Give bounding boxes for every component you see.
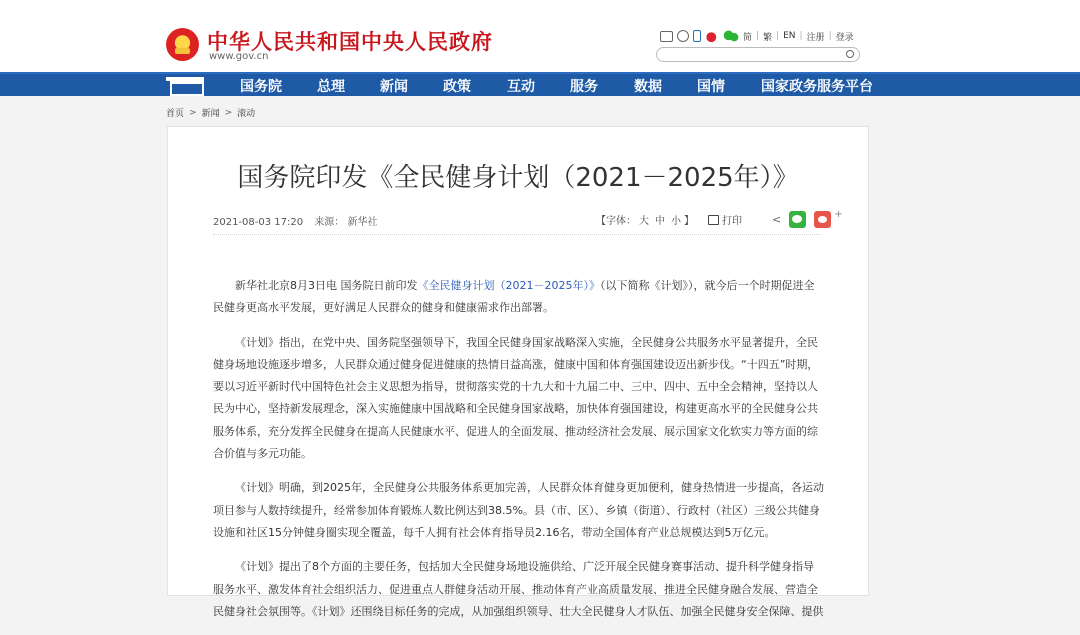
breadcrumb-scroll[interactable]: 滚动 [237, 109, 256, 119]
site-title[interactable]: 中华人民共和国中央人民政府 [207, 30, 493, 54]
nav-item-data[interactable]: 数据 [634, 79, 662, 95]
site-url: www.gov.cn [209, 51, 269, 62]
print-button[interactable]: 打印 [722, 216, 742, 227]
rss-icon[interactable] [677, 30, 689, 42]
nav-item-state-council[interactable]: 国务院 [240, 79, 282, 95]
link-traditional[interactable]: 繁 [763, 32, 773, 43]
chevron-right-icon: > [224, 107, 233, 118]
mail-icon[interactable] [660, 31, 673, 42]
paragraph: 《计划》明确，到2025年，全民健身公共服务体系更加完善，人民群众体育健身更加便利，健身热情进一步提高，各运动项目参与人数持续提升，经常参加体育锻炼人数比例达到38.5%。县（市、区）、乡镇（街道）、行政村（社区）三级公共健身设施和社区15分钟健身圈实现全覆盖，每千人拥有社会体育指导员2.16名，带动全国体育产业总规模达到5万亿元。 [213, 481, 824, 539]
link-english[interactable]: EN [783, 31, 796, 41]
article-tools [596, 211, 843, 228]
separator: | [828, 31, 832, 41]
home-icon[interactable] [166, 75, 206, 95]
wechat-share-icon[interactable] [789, 211, 806, 228]
paragraph [213, 275, 824, 320]
article-datetime: 2021-08-03 17:20 [213, 217, 304, 228]
breadcrumb-home[interactable]: 首页 [166, 109, 185, 119]
plan-link[interactable]: 《全民健身计划（2021－2025年）》 [417, 279, 600, 292]
font-size-large[interactable]: 大 [639, 216, 649, 227]
divider [213, 234, 821, 235]
article-title: 国务院印发《全民健身计划（2021－2025年）》 [237, 163, 799, 193]
nav-item-premier[interactable]: 总理 [317, 79, 345, 95]
article-body [213, 275, 824, 635]
font-size-close: 】 [684, 216, 694, 227]
separator: | [756, 31, 760, 41]
font-size-label: 【字体： [596, 216, 636, 227]
link-simplified[interactable]: 简 [743, 32, 753, 43]
breadcrumb [166, 106, 255, 119]
main-nav [0, 72, 1080, 96]
paragraph: 《计划》提出了8个方面的主要任务，包括加大全民健身场地设施供给、广泛开展全民健身赛事活动、提升科学健身指导服务水平、激发体育社会组织活力、促进重点人群健身活动开展、推动体育产业高质量发展、推进全民健身融合发展、营造全民健身社会氛围等。《计划》还围绕目标任务的完成，从加强组织领导、壮大全民健身人才队伍、加强全民健身安全保障、提供 [213, 560, 824, 618]
weibo-share-icon[interactable] [814, 211, 831, 228]
wechat-icon[interactable] [723, 30, 739, 42]
print-icon[interactable] [708, 215, 719, 225]
nav-item-service-platform[interactable]: 国家政务服务平台 [761, 79, 873, 95]
nav-item-national-conditions[interactable]: 国情 [697, 79, 725, 95]
search-icon[interactable] [846, 50, 854, 58]
site-header [0, 0, 1080, 72]
paragraph-text: （以下简称《计划》），就今后一个时期促进全民健身更高水平发展，更好满足人民群众的健身和健康需求作出部署。 [213, 279, 815, 315]
weibo-icon[interactable] [705, 30, 719, 42]
utility-links [660, 30, 854, 42]
search-input[interactable] [656, 47, 860, 62]
separator: | [799, 31, 803, 41]
nav-item-services[interactable]: 服务 [570, 79, 598, 95]
font-size-small[interactable]: 小 [671, 216, 681, 227]
link-login[interactable]: 登录 [835, 32, 854, 43]
share-icon[interactable]: < [772, 213, 782, 226]
paragraph-text: 新华社北京8月3日电 国务院日前印发 [235, 279, 418, 292]
paragraph: 《计划》指出，在党中央、国务院坚强领导下，我国全民健身国家战略深入实施，全民健身公共服务水平显著提升，全民健身场地设施逐步增多，人民群众通过健身促进健康的热情日益高涨，健康中国和体育强国建设迈出新步伐。“十四五”时期，要以习近平新时代中国特色社会主义思想为指导，贯彻落实党的十九大和十九届二中、三中、四中、五中全会精神，坚持以人民为中心，坚持新发展理念，深入实施健康中国战略和全民健身国家战略，加快体育强国建设，构建更高水平的全民健身公共服务体系，充分发挥全民健身在提高人民健康水平、促进人的全面发展、推动经济社会发展、展示国家文化软实力等方面的综合价值与多元功能。 [213, 335, 819, 461]
font-size-control [596, 212, 694, 227]
article-meta [213, 213, 378, 228]
mobile-icon[interactable] [693, 30, 701, 42]
separator: | [776, 31, 780, 41]
article-source: 来源： 新华社 [314, 217, 378, 228]
font-size-medium[interactable]: 中 [655, 216, 665, 227]
nav-item-news[interactable]: 新闻 [380, 79, 408, 95]
breadcrumb-news[interactable]: 新闻 [201, 109, 220, 119]
link-register[interactable]: 注册 [806, 32, 825, 43]
chevron-right-icon: > [189, 107, 197, 118]
more-share-icon[interactable]: + [834, 209, 843, 220]
nav-item-policy[interactable]: 政策 [443, 79, 471, 95]
article-panel [167, 126, 869, 618]
national-emblem-icon[interactable] [166, 28, 199, 61]
nav-item-interaction[interactable]: 互动 [507, 79, 535, 95]
